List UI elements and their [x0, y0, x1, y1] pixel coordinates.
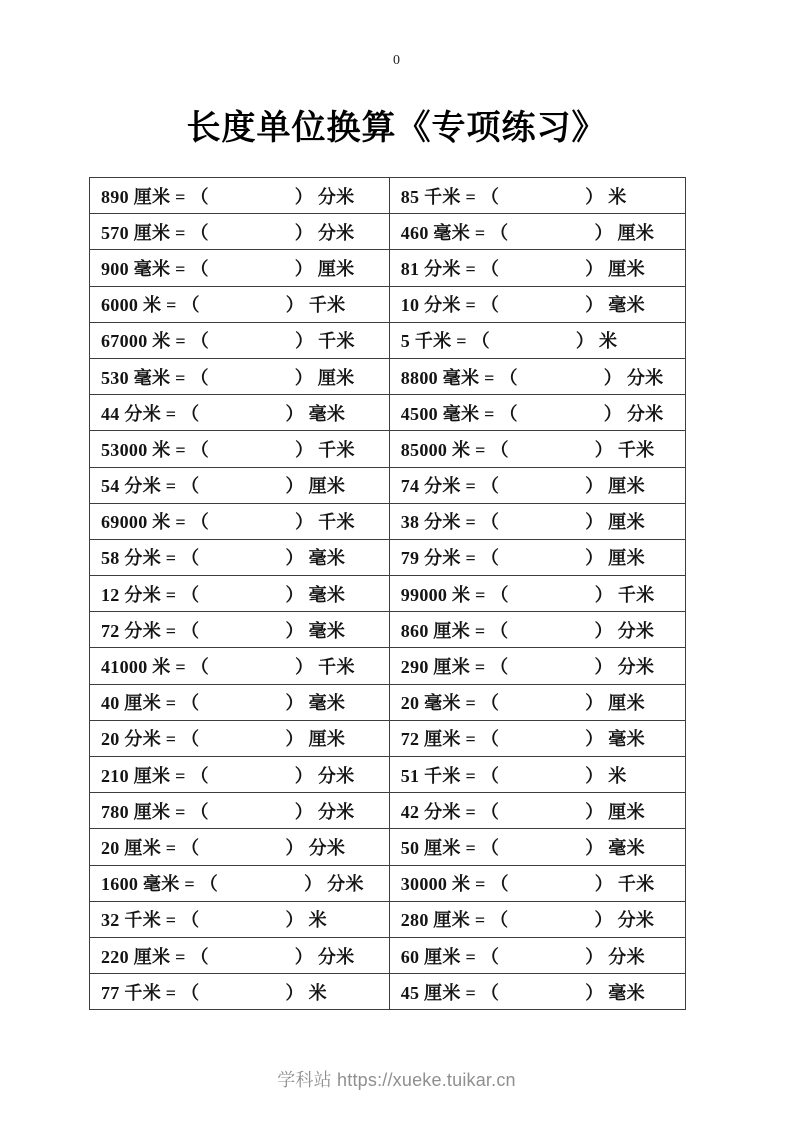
- answer-blank: [200, 310, 286, 311]
- problem-cell-right: [389, 684, 685, 720]
- problem-cell-left: [90, 250, 390, 286]
- problem-target-unit: ） 厘米: [585, 258, 645, 279]
- problem-stem: 45 厘米 = （: [400, 982, 500, 1003]
- problem-cell-right: [389, 612, 685, 648]
- problem-stem: 460 毫米 = （: [400, 222, 509, 243]
- problem-cell-left: [90, 974, 390, 1010]
- problem-target-unit: ） 米: [575, 331, 618, 352]
- problem-cell-right: [389, 395, 685, 431]
- answer-blank: [509, 600, 595, 601]
- answer-blank: [499, 744, 585, 745]
- problem-stem: 30000 米 = （: [400, 874, 509, 895]
- problem-stem: 72 厘米 = （: [400, 729, 500, 750]
- problem-row: [90, 829, 686, 865]
- problem-row: [90, 720, 686, 756]
- problem-cell-right: [389, 178, 685, 214]
- problem-target-unit: ） 厘米: [585, 476, 645, 497]
- answer-blank: [199, 563, 285, 564]
- answer-blank: [209, 817, 295, 818]
- problem-stem: 860 厘米 = （: [400, 620, 509, 641]
- problem-cell-left: [90, 431, 390, 467]
- problem-stem: 58 分米 = （: [101, 548, 200, 569]
- problem-cell-right: [389, 214, 685, 250]
- problem-target-unit: ） 米: [585, 186, 627, 207]
- problem-target-unit: ） 千米: [285, 295, 346, 316]
- problem-cell-right: [389, 431, 685, 467]
- problem-target-unit: ） 厘米: [285, 476, 346, 497]
- problem-cell-left: [90, 829, 390, 865]
- answer-blank: [199, 998, 285, 999]
- problem-stem: 900 毫米 = （: [101, 258, 209, 279]
- problem-cell-left: [90, 178, 390, 214]
- problem-target-unit: ） 千米: [594, 439, 655, 460]
- problem-target-unit: ） 米: [585, 765, 627, 786]
- problem-target-unit: ） 毫米: [585, 982, 645, 1003]
- problem-cell-right: [389, 286, 685, 322]
- problem-target-unit: ） 厘米: [585, 693, 645, 714]
- problem-stem: 69000 米 = （: [101, 512, 210, 533]
- answer-blank: [499, 962, 585, 963]
- problem-target-unit: ） 分米: [603, 367, 664, 388]
- problem-target-unit: ） 分米: [304, 874, 364, 895]
- worksheet-table-body: [90, 178, 686, 1010]
- problem-row: [90, 178, 686, 214]
- problem-target-unit: ） 分米: [594, 657, 655, 678]
- problem-stem: 67000 米 = （: [101, 331, 210, 352]
- answer-blank: [499, 781, 585, 782]
- problem-row: [90, 503, 686, 539]
- answer-blank: [209, 202, 295, 203]
- problem-cell-left: [90, 757, 390, 793]
- problem-stem: 79 分米 = （: [400, 548, 500, 569]
- problem-stem: 81 分米 = （: [400, 258, 500, 279]
- problem-target-unit: ） 米: [285, 910, 327, 931]
- problem-cell-right: [389, 793, 685, 829]
- problem-row: [90, 648, 686, 684]
- problem-target-unit: ） 分米: [294, 186, 355, 207]
- problem-target-unit: ） 千米: [295, 331, 355, 352]
- answer-blank: [199, 853, 285, 854]
- problem-cell-right: [389, 720, 685, 756]
- problem-stem: 85000 米 = （: [400, 439, 509, 460]
- problem-target-unit: ） 分米: [594, 910, 655, 931]
- problem-target-unit: ） 毫米: [285, 548, 346, 569]
- problem-stem: 570 厘米 = （: [101, 222, 209, 243]
- answer-blank: [209, 672, 295, 673]
- answer-blank: [499, 310, 585, 311]
- problem-cell-right: [389, 539, 685, 575]
- problem-cell-right: [389, 757, 685, 793]
- problem-cell-right: [389, 467, 685, 503]
- problem-target-unit: ） 分米: [585, 946, 645, 967]
- problem-stem: 12 分米 = （: [101, 584, 200, 605]
- problem-stem: 85 千米 = （: [400, 186, 500, 207]
- problem-row: [90, 865, 686, 901]
- worksheet-table: [89, 177, 686, 1010]
- problem-stem: 42 分米 = （: [400, 801, 500, 822]
- answer-blank: [199, 708, 285, 709]
- problem-target-unit: ） 毫米: [585, 837, 645, 858]
- answer-blank: [499, 274, 585, 275]
- answer-blank: [509, 889, 595, 890]
- problem-target-unit: ） 毫米: [285, 403, 346, 424]
- problem-stem: 20 毫米 = （: [400, 693, 500, 714]
- answer-blank: [499, 817, 585, 818]
- problem-cell-left: [90, 793, 390, 829]
- problem-target-unit: ） 分米: [285, 837, 346, 858]
- problem-cell-right: [389, 901, 685, 937]
- problem-row: [90, 431, 686, 467]
- problem-target-unit: ） 千米: [295, 512, 355, 533]
- answer-blank: [499, 708, 585, 709]
- problem-target-unit: ） 厘米: [585, 512, 645, 533]
- problem-stem: 20 分米 = （: [101, 729, 200, 750]
- problem-stem: 50 厘米 = （: [400, 837, 500, 858]
- problem-stem: 10 分米 = （: [400, 295, 500, 316]
- problem-target-unit: ） 毫米: [285, 584, 346, 605]
- answer-blank: [209, 238, 295, 239]
- problem-cell-right: [389, 576, 685, 612]
- answer-blank: [499, 563, 585, 564]
- answer-blank: [209, 455, 295, 456]
- problem-cell-left: [90, 286, 390, 322]
- problem-row: [90, 684, 686, 720]
- problem-stem: 530 毫米 = （: [101, 367, 209, 388]
- problem-cell-right: [389, 648, 685, 684]
- problem-target-unit: ） 厘米: [294, 258, 355, 279]
- problem-stem: 6000 米 = （: [101, 295, 200, 316]
- problem-cell-left: [90, 214, 390, 250]
- problem-cell-left: [90, 720, 390, 756]
- problem-row: [90, 937, 686, 973]
- problem-cell-right: [389, 974, 685, 1010]
- problem-cell-left: [90, 901, 390, 937]
- problem-stem: 220 厘米 = （: [101, 946, 209, 967]
- problem-stem: 780 厘米 = （: [101, 801, 209, 822]
- problem-stem: 4500 毫米 = （: [400, 403, 518, 424]
- problem-target-unit: ） 厘米: [594, 222, 655, 243]
- problem-target-unit: ） 厘米: [285, 729, 346, 750]
- problem-stem: 53000 米 = （: [101, 439, 210, 460]
- problem-row: [90, 539, 686, 575]
- answer-blank: [199, 636, 285, 637]
- problem-cell-right: [389, 250, 685, 286]
- problem-row: [90, 612, 686, 648]
- problem-target-unit: ） 分米: [603, 403, 664, 424]
- problem-row: [90, 901, 686, 937]
- problem-target-unit: ） 毫米: [585, 295, 645, 316]
- problem-target-unit: ） 分米: [294, 801, 355, 822]
- answer-blank: [499, 202, 585, 203]
- answer-blank: [209, 383, 295, 384]
- problem-cell-right: [389, 322, 685, 358]
- problem-row: [90, 576, 686, 612]
- problem-cell-left: [90, 503, 390, 539]
- problem-cell-left: [90, 358, 390, 394]
- answer-blank: [490, 346, 576, 347]
- problem-stem: 280 厘米 = （: [400, 910, 509, 931]
- problem-target-unit: ） 毫米: [285, 620, 346, 641]
- problem-stem: 44 分米 = （: [101, 403, 200, 424]
- problem-row: [90, 974, 686, 1010]
- answer-blank: [218, 889, 304, 890]
- problem-row: [90, 250, 686, 286]
- page-number: 0: [393, 53, 400, 68]
- answer-blank: [499, 491, 585, 492]
- answer-blank: [508, 238, 594, 239]
- problem-target-unit: ） 千米: [594, 584, 655, 605]
- problem-stem: 210 厘米 = （: [101, 765, 209, 786]
- problem-target-unit: ） 毫米: [285, 693, 346, 714]
- problem-stem: 99000 米 = （: [400, 584, 509, 605]
- answer-blank: [199, 491, 285, 492]
- answer-blank: [199, 744, 285, 745]
- answer-blank: [499, 527, 585, 528]
- problem-target-unit: ） 毫米: [585, 729, 645, 750]
- answer-blank: [508, 672, 594, 673]
- problem-cell-left: [90, 539, 390, 575]
- answer-blank: [209, 346, 295, 347]
- answer-blank: [509, 455, 595, 456]
- problem-stem: 40 厘米 = （: [101, 693, 200, 714]
- problem-stem: 51 千米 = （: [400, 765, 500, 786]
- problem-cell-right: [389, 937, 685, 973]
- problem-stem: 5 千米 = （: [400, 331, 490, 352]
- problem-cell-left: [90, 865, 390, 901]
- problem-row: [90, 214, 686, 250]
- problem-row: [90, 358, 686, 394]
- problem-stem: 72 分米 = （: [101, 620, 200, 641]
- problem-stem: 38 分米 = （: [400, 512, 500, 533]
- answer-blank: [209, 962, 295, 963]
- problem-target-unit: ） 千米: [594, 874, 655, 895]
- problem-stem: 60 厘米 = （: [400, 946, 500, 967]
- problem-cell-left: [90, 395, 390, 431]
- problem-target-unit: ） 厘米: [585, 548, 645, 569]
- problem-target-unit: ） 分米: [294, 222, 355, 243]
- problem-cell-right: [389, 358, 685, 394]
- problem-stem: 8800 毫米 = （: [400, 367, 518, 388]
- answer-blank: [499, 853, 585, 854]
- problem-target-unit: ） 千米: [295, 657, 355, 678]
- problem-cell-left: [90, 576, 390, 612]
- problem-target-unit: ） 千米: [295, 439, 355, 460]
- answer-blank: [199, 600, 285, 601]
- answer-blank: [209, 274, 295, 275]
- problem-target-unit: ） 分米: [294, 765, 355, 786]
- problem-stem: 890 厘米 = （: [101, 186, 209, 207]
- problem-cell-right: [389, 829, 685, 865]
- page-title: 长度单位换算《专项练习》: [186, 110, 607, 147]
- problem-stem: 74 分米 = （: [400, 476, 500, 497]
- problem-target-unit: ） 米: [285, 982, 327, 1003]
- answer-blank: [499, 998, 585, 999]
- problem-row: [90, 467, 686, 503]
- problem-target-unit: ） 分米: [294, 946, 355, 967]
- problem-stem: 1600 毫米 = （: [101, 874, 219, 895]
- problem-row: [90, 757, 686, 793]
- problem-target-unit: ） 厘米: [294, 367, 355, 388]
- answer-blank: [518, 383, 604, 384]
- problem-cell-left: [90, 322, 390, 358]
- problem-row: [90, 793, 686, 829]
- answer-blank: [508, 636, 594, 637]
- problem-stem: 54 分米 = （: [101, 476, 200, 497]
- answer-blank: [199, 925, 285, 926]
- answer-blank: [518, 419, 604, 420]
- problem-cell-left: [90, 648, 390, 684]
- problem-cell-right: [389, 503, 685, 539]
- problem-stem: 77 千米 = （: [101, 982, 200, 1003]
- problem-cell-left: [90, 684, 390, 720]
- answer-blank: [209, 781, 295, 782]
- answer-blank: [199, 419, 285, 420]
- footer-site-link: 学科站 https://xueke.tuikar.cn: [277, 1070, 516, 1090]
- problem-row: [90, 286, 686, 322]
- problem-cell-left: [90, 467, 390, 503]
- problem-stem: 20 厘米 = （: [101, 837, 200, 858]
- problem-cell-left: [90, 612, 390, 648]
- problem-target-unit: ） 厘米: [585, 801, 645, 822]
- problem-target-unit: ） 分米: [594, 620, 655, 641]
- problem-row: [90, 395, 686, 431]
- problem-cell-right: [389, 865, 685, 901]
- answer-blank: [508, 925, 594, 926]
- problem-stem: 32 千米 = （: [101, 910, 200, 931]
- answer-blank: [209, 527, 295, 528]
- problem-cell-left: [90, 937, 390, 973]
- problem-stem: 290 厘米 = （: [400, 657, 509, 678]
- problem-stem: 41000 米 = （: [101, 657, 210, 678]
- problem-row: [90, 322, 686, 358]
